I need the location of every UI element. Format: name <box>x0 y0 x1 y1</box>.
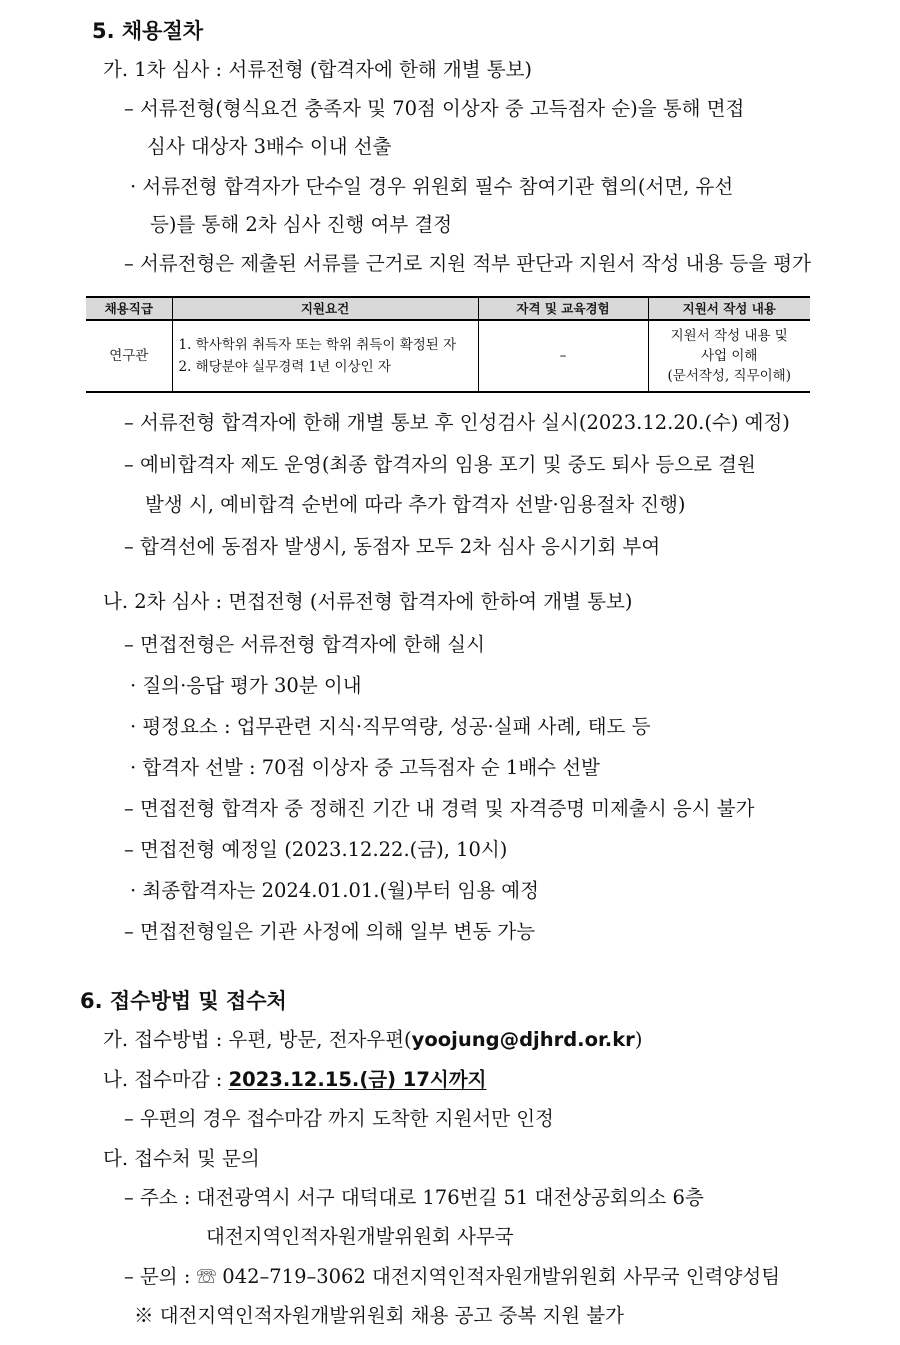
section5-ga-heading: 가. 1차 심사 : 서류전형 (합격자에 한해 개별 통보) <box>103 58 533 81</box>
na-item-2: · 질의·응답 평가 30분 이내 <box>130 674 362 697</box>
na-item-8: – 면접전형일은 기관 사정에 의해 일부 변동 가능 <box>124 920 536 943</box>
na-item-7: · 최종합격자는 2024.01.01.(월)부터 임용 예정 <box>130 879 539 902</box>
contact-heading: 다. 접수처 및 문의 <box>103 1147 260 1170</box>
na-item-1: – 면접전형은 서류전형 합격자에 한해 실시 <box>124 633 485 656</box>
requirement-2: 2. 해당분야 실무경력 1년 이상인 자 <box>178 359 391 375</box>
ga-item-2: · 서류전형 합격자가 단수일 경우 위원회 필수 참여기관 협의(서면, 유선 <box>130 175 734 198</box>
address-line-2: 대전지역인적자원개발위원회 사무국 <box>206 1225 514 1248</box>
form-line-2: 사업 이해 <box>701 348 758 364</box>
table-row <box>86 320 810 392</box>
submission-method-close: ) <box>634 1028 643 1051</box>
section5-title: 5. 채용절차 <box>92 19 204 43</box>
recruitment-table <box>86 296 810 393</box>
header-qualification: 자격 및 교육경험 <box>478 297 648 320</box>
cell-qualification: – <box>478 320 648 392</box>
ga-item-2-cont: 등)를 통해 2차 심사 진행 여부 결정 <box>150 213 453 236</box>
ga-item-1: – 서류전형(형식요건 충족자 및 70점 이상자 중 고득점자 순)을 통해 면접 <box>124 97 745 120</box>
header-requirements: 지원요건 <box>172 297 478 320</box>
deadline-note: – 우편의 경우 접수마감 까지 도착한 지원서만 인정 <box>124 1107 554 1130</box>
duplicate-application-notice: ※ 대전지역인적자원개발위원회 채용 공고 중복 지원 불가 <box>134 1304 624 1327</box>
cell-requirements <box>172 320 478 392</box>
section6-title: 6. 접수방법 및 접수처 <box>80 989 287 1013</box>
na-item-3: · 평정요소 : 업무관련 지식·직무역량, 성공·실패 사례, 태도 등 <box>130 715 651 738</box>
na-item-5: – 면접전형 합격자 중 정해진 기간 내 경력 및 자격증명 미제출시 응시 불가 <box>124 797 755 820</box>
na-item-4: · 합격자 선발 : 70점 이상자 중 고득점자 순 1배수 선발 <box>130 756 600 779</box>
ga-after-2: – 예비합격자 제도 운영(최종 합격자의 임용 포기 및 중도 퇴사 등으로 결원 <box>124 453 756 476</box>
na-item-6: – 면접전형 예정일 (2023.12.22.(금), 10시) <box>124 838 508 861</box>
cell-grade: 연구관 <box>86 320 172 392</box>
address-line-1: – 주소 : 대전광역시 서구 대덕대로 176번길 51 대전상공회의소 6층 <box>124 1186 704 1209</box>
table-header-row <box>86 297 810 320</box>
submission-method <box>103 1027 642 1053</box>
email-link[interactable]: yoojung@djhrd.or.kr <box>411 1028 635 1051</box>
ga-item-1-cont: 심사 대상자 3배수 이내 선출 <box>147 135 392 158</box>
cell-application-form <box>648 320 810 392</box>
form-line-3: (문서작성, 직무이해) <box>667 368 791 384</box>
form-line-1: 지원서 작성 내용 및 <box>670 328 788 344</box>
ga-after-3: – 합격선에 동점자 발생시, 동점자 모두 2차 심사 응시기회 부여 <box>124 535 661 558</box>
ga-item-3: – 서류전형은 제출된 서류를 근거로 지원 적부 판단과 지원서 작성 내용 등을 평가 <box>124 252 811 275</box>
header-application-form: 지원서 작성 내용 <box>648 297 810 320</box>
submission-deadline <box>103 1067 486 1093</box>
ga-after-1: – 서류전형 합격자에 한해 개별 통보 후 인성검사 실시(2023.12.20.(수) 예정) <box>124 411 790 434</box>
header-grade: 채용직급 <box>86 297 172 320</box>
ga-after-2-cont: 발생 시, 예비합격 순번에 따라 추가 합격자 선발·임용절차 진행) <box>145 493 686 516</box>
section5-na-heading: 나. 2차 심사 : 면접전형 (서류전형 합격자에 한하여 개별 통보) <box>103 590 633 613</box>
submission-method-label: 가. 접수방법 : 우편, 방문, 전자우편( <box>103 1028 412 1051</box>
deadline-label: 나. 접수마감 : <box>103 1068 229 1091</box>
deadline-value: 2023.12.15.(금) 17시까지 <box>228 1068 487 1091</box>
requirement-1: 1. 학사학위 취득자 또는 학위 취득이 확정된 자 <box>178 337 457 353</box>
contact-phone: – 문의 : ☏ 042–719–3062 대전지역인적자원개발위원회 사무국 인력양성팀 <box>124 1265 781 1288</box>
